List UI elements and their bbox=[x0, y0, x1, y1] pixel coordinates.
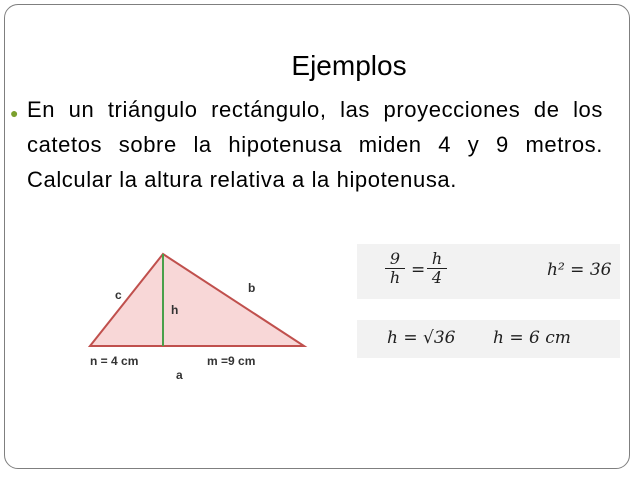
bullet-icon: ● bbox=[10, 105, 19, 121]
equals-sign: = bbox=[411, 260, 426, 280]
fraction-h-over-4 bbox=[427, 250, 447, 287]
h-squared-equation: h² = 36 bbox=[547, 260, 612, 280]
label-h: h bbox=[171, 303, 179, 317]
fraction-denominator: h bbox=[389, 268, 401, 287]
fraction-numerator: h bbox=[427, 250, 447, 269]
fraction-9-over-h bbox=[385, 250, 405, 287]
triangle-diagram bbox=[70, 244, 330, 394]
result-equation: h = 6 cm bbox=[493, 328, 571, 348]
label-a: a bbox=[176, 368, 183, 382]
sqrt-equation: h = √36 bbox=[387, 328, 456, 348]
solution-formula-box bbox=[357, 320, 620, 358]
label-m: m =9 cm bbox=[207, 354, 256, 368]
slide-title: Ejemplos bbox=[291, 50, 407, 81]
label-n: n = 4 cm bbox=[90, 354, 139, 368]
proportion-formula-box bbox=[357, 244, 620, 299]
fraction-numerator: 9 bbox=[385, 250, 405, 269]
label-b: b bbox=[248, 281, 256, 295]
right-triangle bbox=[90, 254, 304, 346]
label-c: c bbox=[115, 288, 122, 302]
bullet-text: En un triángulo rectángulo, las proyecciones de los catetos sobre la hipotenusa miden 4 y 9 metros. Calcular la altura relativa a la hipotenusa. bbox=[27, 97, 603, 192]
fraction-denominator: 4 bbox=[431, 268, 443, 287]
